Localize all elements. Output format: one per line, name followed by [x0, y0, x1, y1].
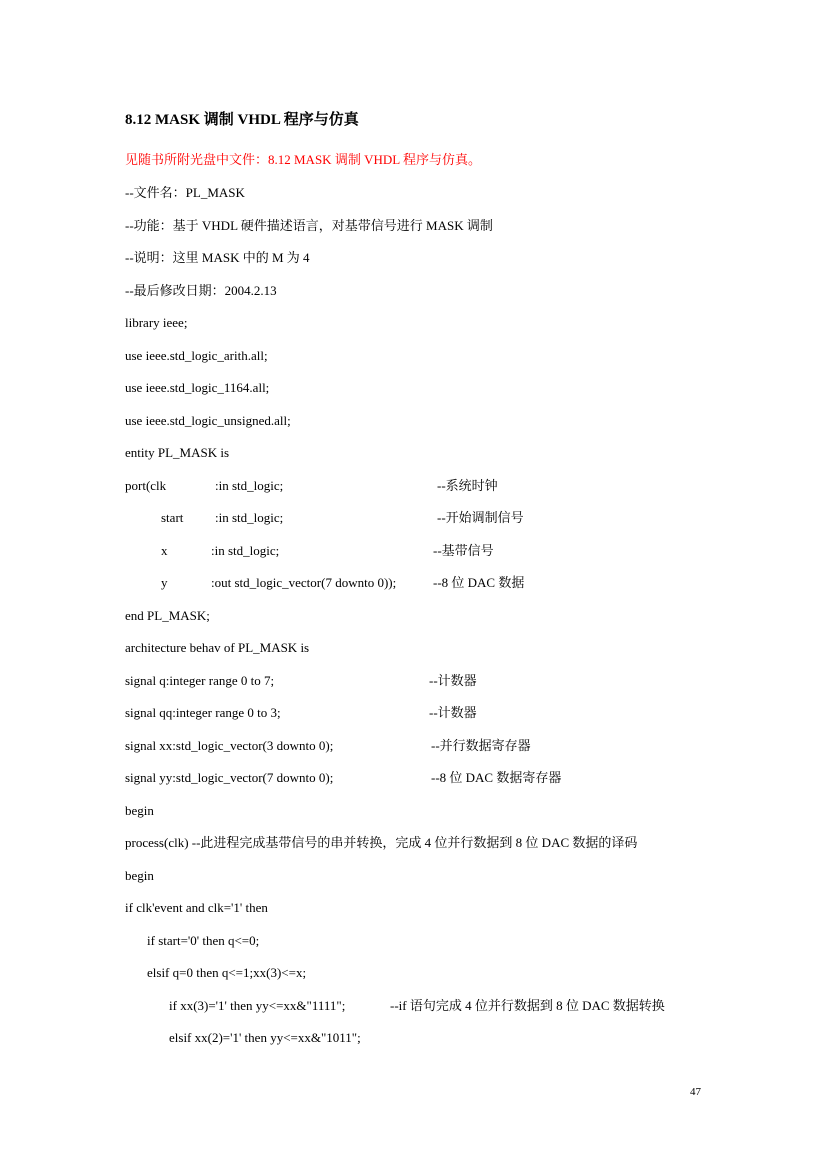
comment-function: --功能：基于 VHDL 硬件描述语言，对基带信号进行 MASK 调制 [125, 218, 493, 233]
section-title: 8.12 MASK 调制 VHDL 程序与仿真 [125, 112, 359, 128]
code-elsif-xx2: elsif xx(2)='1' then yy<=xx&"1011"; [169, 1030, 361, 1045]
code-port-y-type: :out std_logic_vector(7 downto 0)); [211, 575, 397, 590]
code-port-x-type: :in std_logic; [211, 543, 280, 558]
code-if-start: if start='0' then q<=0; [147, 933, 260, 948]
code-line-library: library ieee; [125, 315, 188, 330]
code-architecture: architecture behav of PL_MASK is [125, 640, 310, 655]
code-port-clk-type: :in std_logic; [215, 478, 284, 493]
code-line-use3: use ieee.std_logic_unsigned.all; [125, 413, 291, 428]
code-end-entity: end PL_MASK; [125, 608, 210, 623]
code-signal-xx: signal xx:std_logic_vector(3 downto 0); [125, 738, 334, 753]
code-port-clk: port(clk [125, 478, 167, 493]
code-begin-architecture: begin [125, 803, 154, 818]
code-line-use2: use ieee.std_logic_1164.all; [125, 380, 270, 395]
code-if-xx3-comment: --if 语句完成 4 位并行数据到 8 位 DAC 数据转换 [390, 998, 665, 1013]
code-port-start-type: :in std_logic; [215, 510, 284, 525]
code-signal-qq: signal qq:integer range 0 to 3; [125, 705, 281, 720]
page-number: 47 [690, 1086, 701, 1098]
code-signal-xx-comment: --并行数据寄存器 [431, 738, 531, 753]
code-signal-yy-comment: --8 位 DAC 数据寄存器 [431, 770, 562, 785]
code-process: process(clk) --此进程完成基带信号的串并转换，完成 4 位并行数据到 8 位 DAC 数据的译码 [125, 835, 638, 850]
comment-description: --说明：这里 MASK 中的 M 为 4 [125, 250, 310, 265]
code-port-x-comment: --基带信号 [433, 543, 494, 558]
code-port-y-comment: --8 位 DAC 数据 [433, 575, 525, 590]
code-signal-q: signal q:integer range 0 to 7; [125, 673, 275, 688]
comment-filename: --文件名：PL_MASK [125, 185, 245, 200]
source-note: 见随书所附光盘中文件：8.12 MASK 调制 VHDL 程序与仿真。 [125, 152, 481, 167]
code-port-start: start [161, 510, 184, 525]
code-line-entity: entity PL_MASK is [125, 445, 230, 460]
code-line-use1: use ieee.std_logic_arith.all; [125, 348, 268, 363]
code-port-y: y [161, 575, 168, 590]
code-begin-process: begin [125, 868, 154, 883]
comment-date: --最后修改日期：2004.2.13 [125, 283, 277, 298]
code-signal-q-comment: --计数器 [429, 673, 477, 688]
code-if-xx3: if xx(3)='1' then yy<=xx&"1111"; [169, 998, 346, 1013]
code-port-start-comment: --开始调制信号 [437, 510, 524, 525]
code-port-x: x [161, 543, 168, 558]
code-elsif-q: elsif q=0 then q<=1;xx(3)<=x; [147, 965, 307, 980]
code-if-clk: if clk'event and clk='1' then [125, 900, 268, 915]
code-signal-qq-comment: --计数器 [429, 705, 477, 720]
code-port-clk-comment: --系统时钟 [437, 478, 498, 493]
code-signal-yy: signal yy:std_logic_vector(7 downto 0); [125, 770, 334, 785]
